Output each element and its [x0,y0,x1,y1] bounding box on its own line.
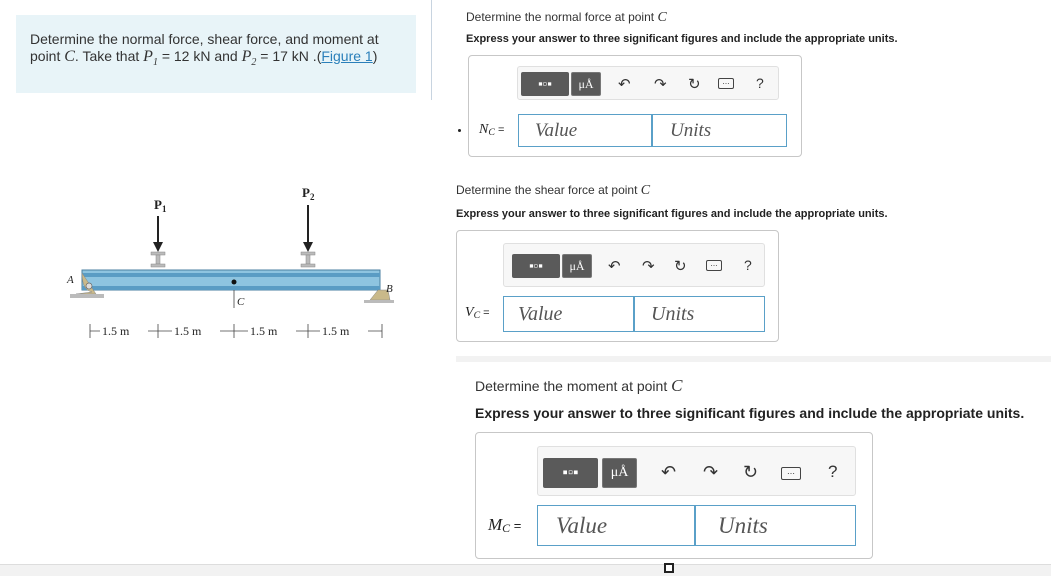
reset-icon[interactable]: ↻ [674,258,687,275]
units-button[interactable]: μÅ [562,254,592,278]
end-b-label: B [386,283,393,295]
units-button[interactable]: μÅ [571,72,601,96]
part-a-instruction: Express your answer to three significant figures and include the appropriate units. [466,33,898,45]
problem-point: C [64,48,75,65]
p1-symbol: $P_1$ [143,48,158,69]
dim-label: 1.5 m [250,324,278,338]
part-b-instruction: Express your answer to three significant figures and include the appropriate units. [456,208,888,220]
mc-label: MC = [488,515,522,535]
help-icon[interactable]: ? [756,75,764,91]
units-button[interactable]: μÅ [602,458,637,488]
end-a-label: A [67,274,74,286]
nc-value-input[interactable]: Value [518,114,652,147]
undo-icon[interactable]: ↶ [618,76,631,93]
part-b-toolbar [503,243,765,287]
templates-button[interactable]: ▪▫▪ [521,72,569,96]
nc-label: $N_C$ = [479,122,505,138]
undo-icon[interactable]: ↶ [661,462,677,482]
bottom-scroll-bar[interactable] [0,564,1051,576]
p2-value: = 17 kN .( [256,48,322,64]
redo-icon[interactable]: ↷ [703,462,719,482]
p1-value: = 12 kN and [157,48,242,64]
templates-button[interactable]: ▪▫▪ [512,254,560,278]
mc-value-input[interactable]: Value [537,505,695,546]
section-separator [456,356,1051,362]
point-c-label: C [237,296,245,308]
part-b-prompt: Determine the shear force at point C [456,183,651,198]
keyboard-icon[interactable]: ⋯ [781,467,801,480]
vc-label: $V_C$ = [465,305,490,321]
part-b-answer-box [456,230,779,342]
part-a-toolbar [517,66,779,100]
keyboard-icon[interactable]: ⋯ [718,78,734,89]
beam-figure [60,180,420,350]
keyboard-icon[interactable]: ⋯ [706,260,722,271]
part-a-answer-box [468,55,802,157]
p2-symbol: $P_2$ [241,48,257,69]
point-c-marker [232,280,237,285]
problem-text-mid: . Take that [74,48,144,64]
dim-label: 1.5 m [102,324,130,338]
redo-icon[interactable]: ↷ [642,258,655,275]
undo-icon[interactable]: ↶ [608,258,621,275]
problem-statement: Determine the normal force, shear force, and moment at point C. Take that $P_1 = 12$ kN and $P_2 = 17$ kN .(Figure 1) [16,15,416,93]
part-c-prompt: Determine the moment at point C [475,376,683,395]
focus-dot [458,129,461,132]
part-a-prompt: Determine the normal force at point C [466,10,667,25]
dim-label: 1.5 m [174,324,202,338]
reset-icon[interactable]: ↻ [743,462,759,482]
redo-icon[interactable]: ↷ [654,76,667,93]
help-icon[interactable]: ? [828,462,838,481]
load-p2-label: $P_2$ [302,185,315,202]
reset-icon[interactable]: ↻ [688,76,701,93]
load-p1-label: $P_1$ [154,197,167,214]
resize-handle[interactable] [664,563,674,573]
vc-units-input[interactable]: Units [634,296,765,332]
mc-units-input[interactable]: Units [695,505,856,546]
part-c-instruction: Express your answer to three significant figures and include the appropriate units. [475,405,1025,421]
dim-label: 1.5 m [322,324,350,338]
help-icon[interactable]: ? [744,257,752,273]
figure-link[interactable]: Figure 1 [321,48,373,64]
problem-text: Determine the normal force, shear force, and moment at point [30,31,379,64]
templates-button[interactable]: ▪▫▪ [543,458,598,488]
vc-value-input[interactable]: Value [503,296,634,332]
panel-divider [431,0,432,100]
nc-units-input[interactable]: Units [652,114,787,147]
part-c-toolbar [537,446,856,496]
part-c-answer-box [475,432,873,559]
